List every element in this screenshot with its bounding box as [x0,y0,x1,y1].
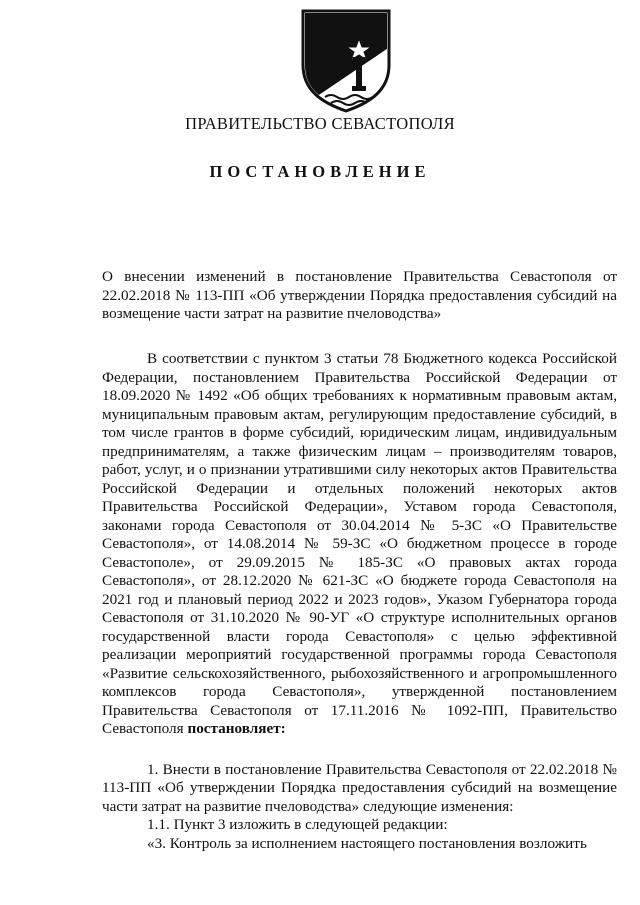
item-1-1: 1.1. Пункт 3 изложить в следующей редакции: [147,816,448,833]
preamble-text: В соответствии с пунктом 3 статьи 78 Бюджетного кодекса Российской Федерации, постановлением Правительства Российской Федерации от 18.09.2020 № 1492 «Об общих требованиях к нормативным правовым актам, муниципальным правовым актам, регулирующим предоставление субсидий, в том числе грантов в форме субсидий, юридическим лицам, индивидуальным предпринимателям, а также физическим лицам – производителям товаров, работ, услуг, и о признании утратившими силу некоторых актов Правительства Российской Федерации и отдельных положений некоторых актов Правительства Российской Федерации», Уставом города Севастополя, законами города Севастополя от 30.04.2014 № 5-ЗС «О Правительстве Севастополя», от 14.08.2014 № 59-ЗС «О бюджетном процессе в городе Севастополе», от 29.09.2015 № 185-ЗС «О правовых актах города Севастополя», от 28.12.2020 № 621-ЗС «О бюджете города Севастополя на 2021 год и плановый период 2022 и 2023 годов», Указом Губернатора города Севастополя от 31.10.2020 № 90-УГ «О структуре исполнительных органов государственной власти города Севастополя» с целью эффективной реализации мероприятий государственной программы города Севастополя «Развитие сельскохозяйственного, рыбохозяйственного и агропромышленного комплексов города Севастополя», утвержденной постановлением Правительства Севастополя от 17.11.2016 № 1092-ПП, Правительство Севастополя [102,350,617,737]
document-subject: О внесении изменений в постановление Правительства Севастополя от 22.02.2018 № 113-ПП «Об утверждении Порядка предоставления субсидий на возмещение части затрат на развитие пчеловодства» [102,268,617,322]
item-3-quote: «3. Контроль за исполнением настоящего постановления возложить [147,834,587,852]
sevastopol-coat-of-arms-icon [299,9,393,113]
resolves-text: постановляет: [187,720,286,737]
item-1: 1. Внести в постановление Правительства Севастополя от 22.02.2018 № 113-ПП «Об утверждении Порядка предоставления субсидий на возмещение части затрат на развитие пчеловодства» следующие изменения: [102,760,617,815]
document-type: ПОСТАНОВЛЕНИЕ [209,162,431,181]
government-name: ПРАВИТЕЛЬСТВО СЕВАСТОПОЛЯ [185,114,455,133]
document-body [102,350,617,853]
preamble-paragraph [102,350,617,739]
